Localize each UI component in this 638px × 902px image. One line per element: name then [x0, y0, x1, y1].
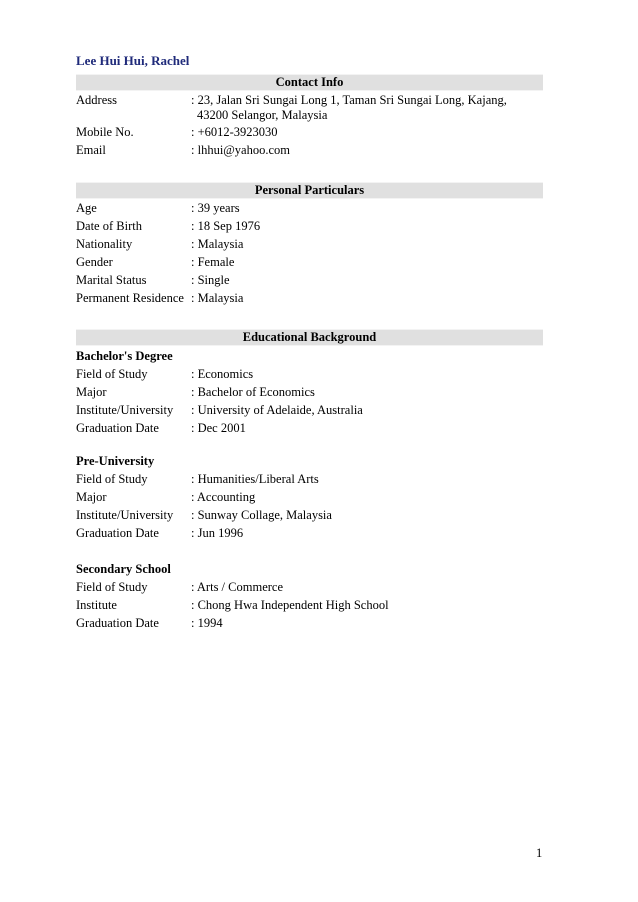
age-value: : 39 years	[191, 201, 240, 215]
secondary-institute-label: Institute	[76, 598, 117, 612]
personal-particulars-section	[76, 182, 543, 307]
dob-row	[76, 217, 543, 235]
bachelor-graduation-value: : Dec 2001	[191, 421, 246, 435]
bachelor-graduation-label: Graduation Date	[76, 421, 159, 435]
secondary-field-value: : Arts / Commerce	[191, 580, 283, 594]
preuni-field-row	[76, 470, 543, 488]
secondary-field-label: Field of Study	[76, 580, 148, 594]
educational-background-header: Educational Background	[76, 329, 543, 346]
age-row	[76, 199, 543, 217]
bachelor-institute-value: : University of Adelaide, Australia	[191, 403, 363, 417]
permanent-residence-value: : Malaysia	[191, 291, 244, 305]
bachelor-major-label: Major	[76, 385, 107, 399]
preuni-graduation-row	[76, 524, 543, 542]
marital-status-value: : Single	[191, 273, 230, 287]
email-value: : lhhui@yahoo.com	[191, 143, 290, 157]
contact-info-header: Contact Info	[76, 74, 543, 91]
personal-particulars-header: Personal Particulars	[76, 182, 543, 199]
secondary-graduation-value: : 1994	[191, 616, 223, 630]
permanent-residence-row	[76, 289, 543, 307]
secondary-graduation-row	[76, 614, 543, 632]
bachelor-field-row	[76, 365, 543, 383]
gender-label: Gender	[76, 255, 113, 269]
mobile-row	[76, 123, 543, 141]
gender-row	[76, 253, 543, 271]
candidate-name: Lee Hui Hui, Rachel	[76, 53, 190, 68]
email-row	[76, 141, 543, 159]
secondary-graduation-label: Graduation Date	[76, 616, 159, 630]
secondary-field-row	[76, 578, 543, 596]
secondary-institute-value: : Chong Hwa Independent High School	[191, 598, 389, 612]
address-label: Address	[76, 93, 117, 107]
nationality-value: : Malaysia	[191, 237, 244, 251]
page-number: 1	[536, 846, 543, 860]
pre-university-heading: Pre-University	[76, 454, 155, 468]
preuni-major-label: Major	[76, 490, 107, 504]
preuni-field-value: : Humanities/Liberal Arts	[191, 472, 319, 486]
nationality-row	[76, 235, 543, 253]
dob-label: Date of Birth	[76, 219, 142, 233]
mobile-value: : +6012-3923030	[191, 125, 278, 139]
gender-value: : Female	[191, 255, 235, 269]
permanent-residence-label: Permanent Residence	[76, 291, 184, 305]
preuni-major-row	[76, 488, 543, 506]
marital-status-row	[76, 271, 543, 289]
secondary-institute-row	[76, 596, 543, 614]
preuni-institute-value: : Sunway Collage, Malaysia	[191, 508, 332, 522]
nationality-label: Nationality	[76, 237, 133, 251]
bachelor-institute-label: Institute/University	[76, 403, 174, 417]
marital-status-label: Marital Status	[76, 273, 147, 287]
preuni-graduation-label: Graduation Date	[76, 526, 159, 540]
bachelor-field-label: Field of Study	[76, 367, 148, 381]
address-line-2: 43200 Selangor, Malaysia	[197, 108, 328, 122]
mobile-label: Mobile No.	[76, 125, 134, 139]
bachelor-major-value: : Bachelor of Economics	[191, 385, 315, 399]
preuni-institute-row	[76, 506, 543, 524]
address-line-1: : 23, Jalan Sri Sungai Long 1, Taman Sri Sungai Long, Kajang,	[191, 93, 507, 107]
address-value	[191, 91, 543, 123]
bachelor-degree-heading: Bachelor's Degree	[76, 349, 173, 363]
bachelor-graduation-row	[76, 419, 543, 437]
email-label: Email	[76, 143, 106, 157]
preuni-institute-label: Institute/University	[76, 508, 174, 522]
contact-info-section	[76, 74, 543, 159]
address-row	[76, 91, 543, 123]
age-label: Age	[76, 201, 97, 215]
educational-background-section	[76, 329, 543, 632]
bachelor-field-value: : Economics	[191, 367, 254, 381]
secondary-school-heading: Secondary School	[76, 562, 171, 576]
dob-value: : 18 Sep 1976	[191, 219, 261, 233]
preuni-field-label: Field of Study	[76, 472, 148, 486]
bachelor-major-row	[76, 383, 543, 401]
preuni-graduation-value: : Jun 1996	[191, 526, 244, 540]
bachelor-institute-row	[76, 401, 543, 419]
preuni-major-value: : Accounting	[191, 490, 256, 504]
